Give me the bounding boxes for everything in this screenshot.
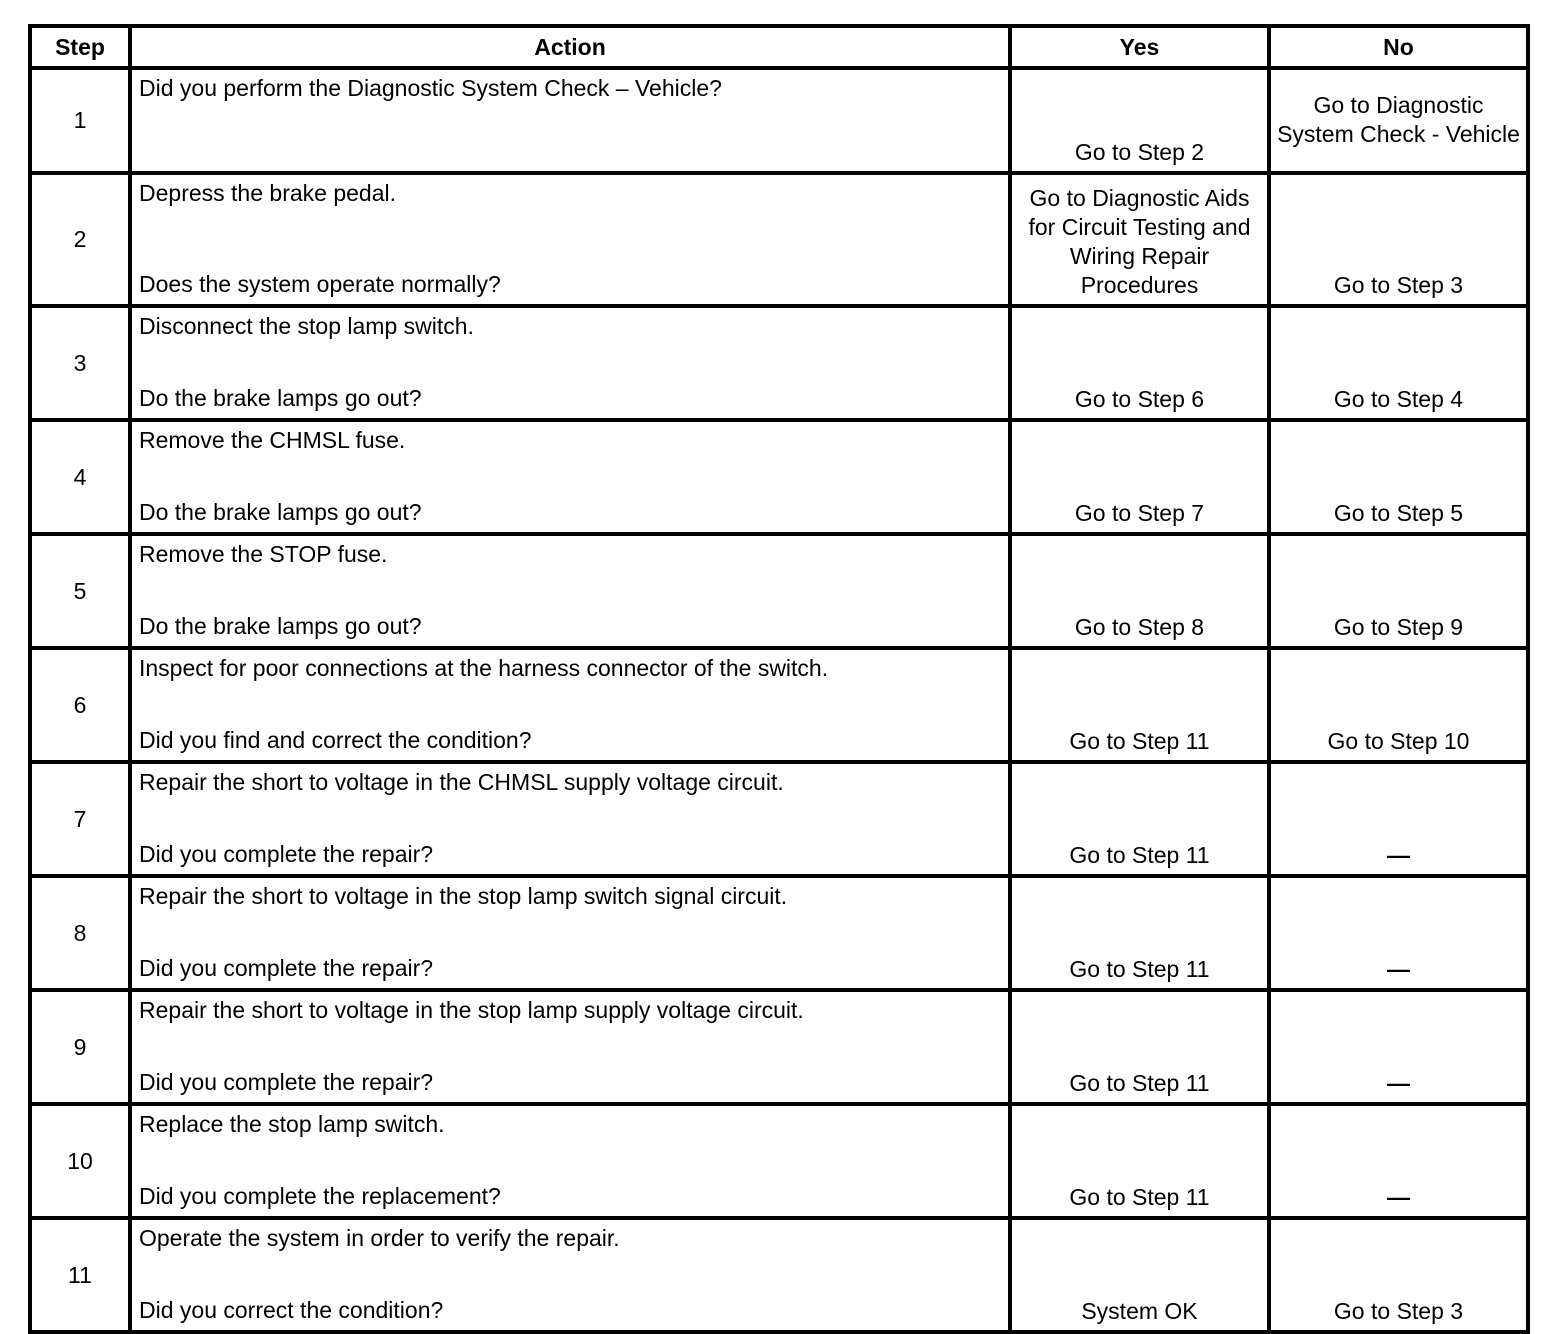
action-question: Did you complete the repair? (139, 1069, 434, 1095)
action-cell (130, 648, 1010, 762)
action-cell (130, 1218, 1010, 1332)
action-cell (130, 420, 1010, 534)
step-number: 6 (30, 648, 130, 762)
action-content (139, 312, 1000, 413)
header-row (30, 26, 1528, 68)
action-instruction: Remove the STOP fuse. (139, 541, 388, 567)
header-no: No (1269, 26, 1528, 68)
no-outcome: — (1269, 762, 1528, 876)
no-outcome: Go to Step 10 (1269, 648, 1528, 762)
table-body (30, 68, 1528, 1332)
action-question: Did you complete the repair? (139, 955, 434, 981)
action-question: Does the system operate normally? (139, 271, 501, 297)
action-instruction: Repair the short to voltage in the stop lamp switch signal circuit. (139, 883, 788, 909)
step-number: 10 (30, 1104, 130, 1218)
yes-outcome: Go to Step 7 (1010, 420, 1269, 534)
table-row (30, 173, 1528, 306)
action-instruction: Did you perform the Diagnostic System Check – Vehicle? (139, 75, 722, 101)
action-instruction: Inspect for poor connections at the harness connector of the switch. (139, 655, 829, 681)
table-row (30, 1218, 1528, 1332)
yes-outcome: Go to Step 8 (1010, 534, 1269, 648)
step-number: 9 (30, 990, 130, 1104)
action-content (139, 179, 1000, 299)
step-number: 4 (30, 420, 130, 534)
action-content (139, 1224, 1000, 1325)
table-row (30, 306, 1528, 420)
no-outcome: Go to Step 5 (1269, 420, 1528, 534)
action-instruction: Remove the CHMSL fuse. (139, 427, 406, 453)
action-content (139, 74, 1000, 166)
yes-outcome: System OK (1010, 1218, 1269, 1332)
no-outcome: Go to Step 9 (1269, 534, 1528, 648)
table-row (30, 648, 1528, 762)
action-content (139, 540, 1000, 641)
action-question: Did you complete the replacement? (139, 1183, 501, 1209)
action-content (139, 768, 1000, 869)
no-outcome: — (1269, 1104, 1528, 1218)
action-instruction: Repair the short to voltage in the CHMSL supply voltage circuit. (139, 769, 784, 795)
action-question: Did you complete the repair? (139, 841, 434, 867)
step-number: 8 (30, 876, 130, 990)
diagnostic-table (28, 24, 1530, 1334)
table-row (30, 876, 1528, 990)
action-cell (130, 762, 1010, 876)
action-content (139, 654, 1000, 755)
header-action: Action (130, 26, 1010, 68)
step-number: 1 (30, 68, 130, 173)
table-row (30, 762, 1528, 876)
action-content (139, 1110, 1000, 1211)
table-row (30, 68, 1528, 173)
header-yes: Yes (1010, 26, 1269, 68)
action-content (139, 426, 1000, 527)
yes-outcome: Go to Diagnostic Aids for Circuit Testing and Wiring Repair Procedures (1010, 173, 1269, 306)
action-instruction: Disconnect the stop lamp switch. (139, 313, 474, 339)
action-content (139, 996, 1000, 1097)
yes-outcome: Go to Step 11 (1010, 762, 1269, 876)
table-row (30, 534, 1528, 648)
action-instruction: Depress the brake pedal. (139, 180, 396, 206)
yes-outcome: Go to Step 11 (1010, 990, 1269, 1104)
action-question: Do the brake lamps go out? (139, 385, 422, 411)
action-question: Do the brake lamps go out? (139, 613, 422, 639)
yes-outcome: Go to Step 6 (1010, 306, 1269, 420)
yes-outcome: Go to Step 11 (1010, 1104, 1269, 1218)
action-question: Do the brake lamps go out? (139, 499, 422, 525)
action-cell (130, 876, 1010, 990)
step-number: 3 (30, 306, 130, 420)
action-cell (130, 534, 1010, 648)
yes-outcome: Go to Step 11 (1010, 876, 1269, 990)
no-outcome: Go to Diagnostic System Check - Vehicle (1269, 68, 1528, 173)
yes-outcome: Go to Step 2 (1010, 68, 1269, 173)
header-step: Step (30, 26, 130, 68)
step-number: 2 (30, 173, 130, 306)
no-outcome: Go to Step 3 (1269, 1218, 1528, 1332)
action-cell (130, 990, 1010, 1104)
action-cell (130, 1104, 1010, 1218)
action-cell (130, 68, 1010, 173)
step-number: 5 (30, 534, 130, 648)
action-cell (130, 306, 1010, 420)
action-instruction: Operate the system in order to verify the repair. (139, 1225, 620, 1251)
no-outcome: — (1269, 876, 1528, 990)
action-question: Did you find and correct the condition? (139, 727, 532, 753)
yes-outcome: Go to Step 11 (1010, 648, 1269, 762)
step-number: 11 (30, 1218, 130, 1332)
no-outcome: — (1269, 990, 1528, 1104)
no-outcome: Go to Step 4 (1269, 306, 1528, 420)
action-instruction: Repair the short to voltage in the stop lamp supply voltage circuit. (139, 997, 804, 1023)
table-row (30, 1104, 1528, 1218)
no-outcome: Go to Step 3 (1269, 173, 1528, 306)
action-question: Did you correct the condition? (139, 1297, 444, 1323)
step-number: 7 (30, 762, 130, 876)
table-row (30, 420, 1528, 534)
action-instruction: Replace the stop lamp switch. (139, 1111, 445, 1137)
action-content (139, 882, 1000, 983)
table-row (30, 990, 1528, 1104)
action-cell (130, 173, 1010, 306)
